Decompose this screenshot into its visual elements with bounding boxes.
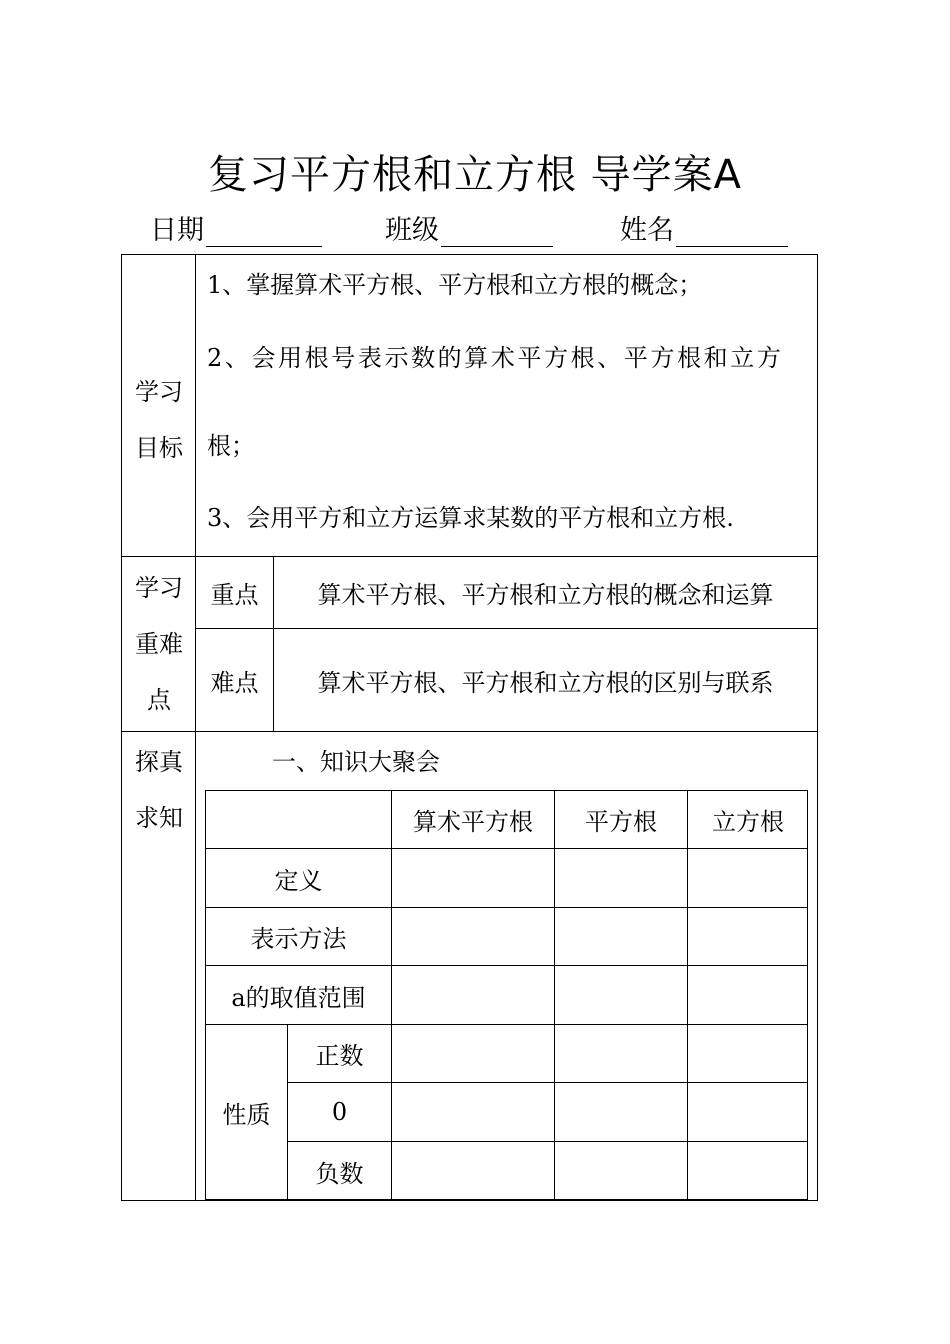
knowledge-col-divider-3 — [687, 790, 688, 1200]
property-row-header: 负数 — [315, 1159, 364, 1188]
column-header: 立方根 — [712, 808, 784, 836]
date-label: 日期 — [150, 215, 204, 246]
property-label: 性质 — [222, 1101, 271, 1129]
difficulty-label: 难点 — [210, 668, 259, 697]
explore-label-line2: 求知 — [135, 804, 183, 832]
knowledge-col-divider-1 — [391, 790, 392, 1200]
knowledge-col-divider-2 — [554, 790, 555, 1200]
objective-item-2-line1: 2、会用根号表示数的算术平方根、平方根和立方 — [207, 344, 784, 372]
name-field — [620, 208, 788, 247]
date-field — [150, 208, 322, 247]
date-blank[interactable] — [206, 220, 322, 247]
section-title: 一、知识大聚会 — [272, 748, 440, 776]
keypoints-label — [122, 560, 196, 728]
row-header: 表示方法 — [250, 925, 347, 953]
row-header: a的取值范围 — [231, 983, 366, 1012]
name-blank[interactable] — [676, 220, 788, 247]
page-title: 复习平方根和立方根 导学案A — [207, 152, 743, 198]
class-blank[interactable] — [441, 220, 553, 247]
keypoints-label-line2: 重难 — [135, 630, 183, 658]
header-info — [0, 208, 950, 248]
explore-label-line1: 探真 — [135, 748, 183, 776]
objective-item-1: 1、掌握算术平方根、平方根和立方根的概念； — [207, 271, 703, 299]
column-header: 算术平方根 — [413, 808, 533, 836]
objective-item-2-line2: 根； — [207, 432, 255, 460]
objectives-label-line1: 学习 — [135, 378, 183, 406]
column-header: 平方根 — [585, 808, 657, 836]
class-field — [385, 208, 553, 247]
property-row-header: 正数 — [315, 1042, 364, 1070]
keypoints-label-line3: 点 — [147, 686, 171, 714]
focus-text: 算术平方根、平方根和立方根的概念和运算 — [317, 581, 774, 609]
property-row-header: 0 — [331, 1098, 348, 1126]
name-label: 姓名 — [620, 215, 674, 246]
difficulty-text: 算术平方根、平方根和立方根的区别与联系 — [317, 668, 774, 697]
explore-label — [122, 734, 196, 846]
keypoints-label-line1: 学习 — [135, 574, 183, 602]
row-divider-keypoints — [121, 731, 818, 732]
focus-label: 重点 — [210, 581, 259, 609]
class-label: 班级 — [385, 215, 439, 246]
objective-item-3: 3、会用平方和立方运算求某数的平方根和立方根. — [207, 504, 734, 532]
objectives-label-line2: 目标 — [135, 434, 183, 462]
objectives-label — [122, 364, 196, 476]
row-header: 定义 — [274, 866, 323, 895]
